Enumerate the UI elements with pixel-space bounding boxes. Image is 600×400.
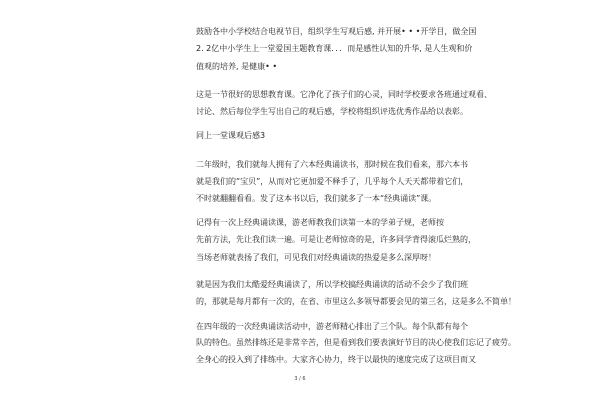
text-line: 讨论、然后每位学生写出自己的观后感，学校将组织评选优秀作品给以表彰。: [196, 107, 468, 116]
text-line: 不时就翻翻看看。发了这本书以后，我们就多了一本“经典诵读”课。: [196, 194, 437, 203]
text-line: 记得有一次上经典诵读课，游老师教我们读第一本的学弟子规，老师按: [196, 218, 444, 227]
text-line: 在四年级的一次经典诵读活动中，游老师精心排出了三个队。每个队都有每个: [196, 322, 468, 331]
text-line: 当场老师就表扬了我们，可见我们对经典诵读的热爱是多么深厚呀！: [196, 253, 436, 262]
text-line: 的，那就是每月都有一次的，在省、市里这么多领导都要会见的第三名，这是多么不简单！: [196, 297, 516, 306]
text-line: 队的特色。虽然排练还是非常辛苦，但是看到我们要表演好节目的决心使我们忘记了疲劳。: [196, 338, 516, 347]
text-line: 这是一节很好的思想教育课。它净化了孩子们的心灵，同时学校要求各班通过观看、: [196, 90, 492, 99]
text-line: 就是因为我们太酷爱经典诵读了，所以学校搞经典诵读的活动不会少了我们班: [196, 280, 468, 289]
section-heading: 同上一堂课观后感3: [196, 131, 266, 140]
page-indicator: 3 / 6: [294, 376, 306, 382]
text-line: 就是我们的“宝贝”，从而对它更加爱不释手了，几乎每个人天天都带着它们，: [196, 177, 469, 186]
text-line: 2. 2亿中小学生上一堂爱国主题教育课．．．而是感性认知的升华, 是人生观和价: [196, 44, 473, 53]
text-line: 二年级时，我们就每人拥有了六本经典诵读书，那时候在我们看来，那六本书: [196, 160, 468, 169]
text-line: 值观的培养, 是健康• •: [196, 62, 278, 71]
text-line: 全身心的投入到了排练中。大家齐心协力，终于以最快的速度完成了这项目而又: [196, 355, 476, 364]
text-line: 鼓励各中小学校结合电视节目，组织学生写观后感, 并开展• • •开学目，做全国: [196, 27, 477, 36]
text-line: 先前方法，先让我们读一遍。可是让老师惊奇的是，许多同学背得滚瓜烂熟的，: [196, 235, 476, 244]
